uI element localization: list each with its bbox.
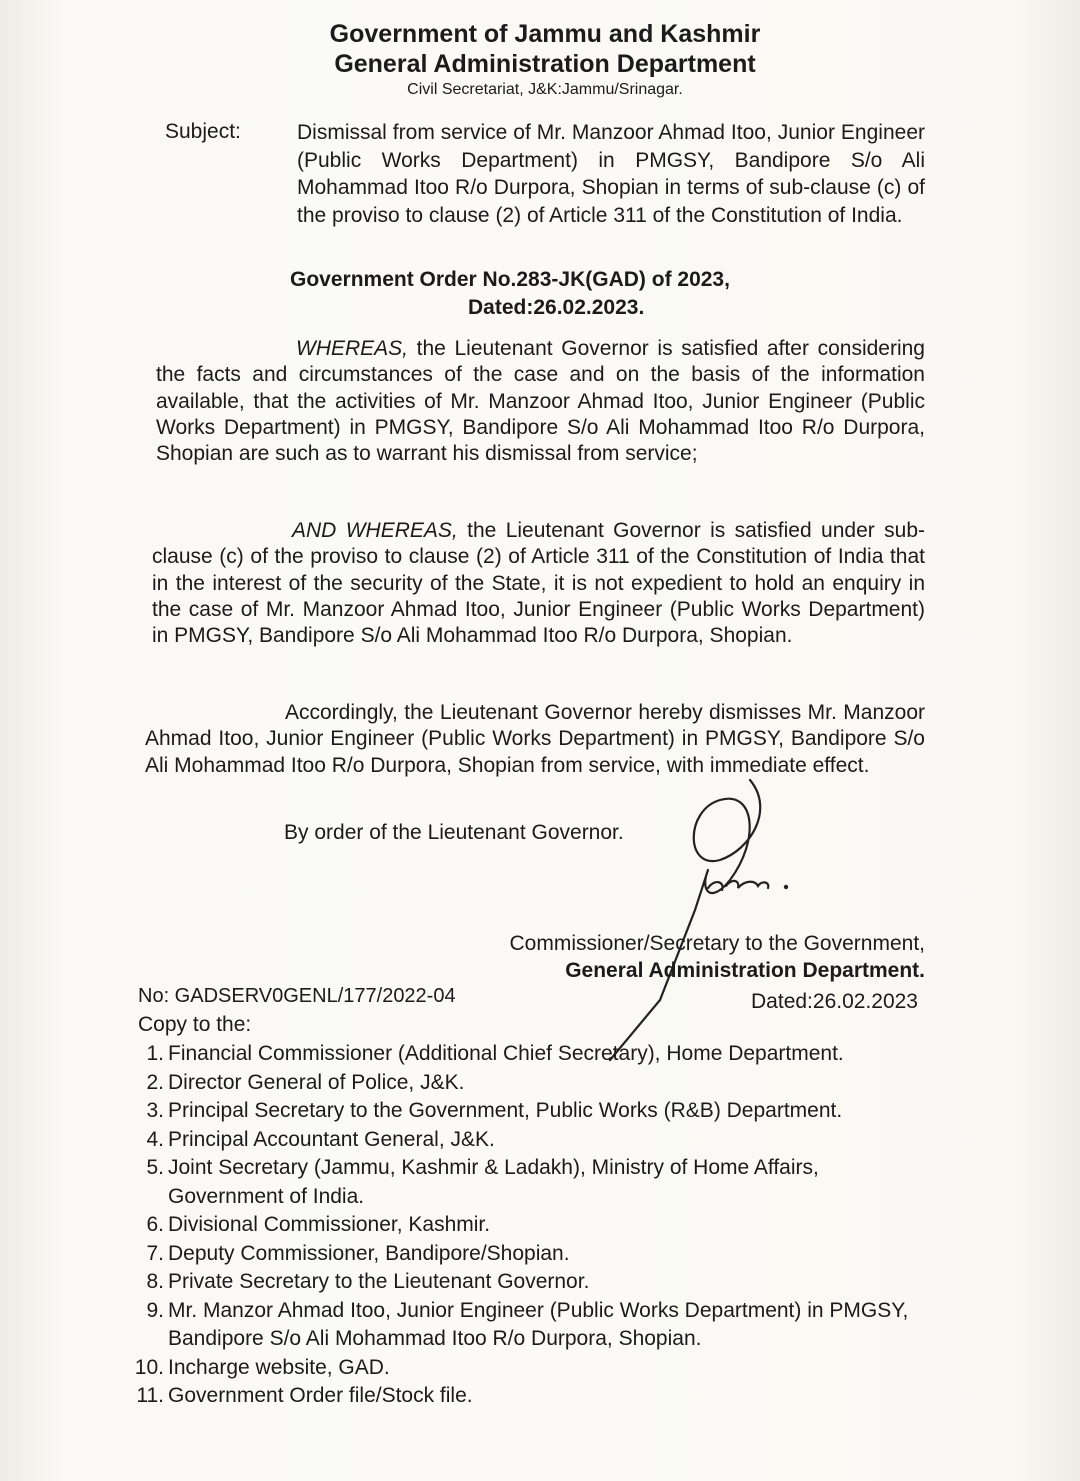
list-item: 9. Mr. Manzor Ahmad Itoo, Junior Engineer (Public Works Department) in PMGSY, Bandipore S/o Ali Mohammad Itoo R/o Durpora, Shopian.	[146, 1298, 909, 1350]
list-item: 4. Principal Accountant General, J&K.	[146, 1127, 495, 1151]
list-item: 1. Financial Commissioner (Additional Chief Secretary), Home Department.	[146, 1042, 844, 1065]
list-item: 2. Director General of Police, J&K.	[146, 1070, 465, 1094]
list-item: 8. Private Secretary to the Lieutenant Governor.	[146, 1270, 590, 1293]
department-heading: General Administration Department	[334, 50, 756, 78]
order-number: Government Order No.283-JK(GAD) of 2023,	[290, 268, 730, 291]
signatory-title: Commissioner/Secretary to the Government,	[509, 932, 925, 955]
list-item: 3. Principal Secretary to the Government, Public Works (R&B) Department.	[146, 1099, 843, 1122]
signatory-department: General Administration Department.	[565, 959, 925, 982]
by-order-line: By order of the Lieutenant Governor.	[284, 821, 624, 844]
list-item: 6. Divisional Commissioner, Kashmir.	[146, 1213, 491, 1236]
reference-number: No: GADSERV0GENL/177/2022-04	[138, 985, 456, 1007]
dismissal-paragraph: Accordingly, the Lieutenant Governor hereby dismisses Mr. Manzoor Ahmad Itoo, Junior Engineer (Public Works Department) in PMGSY, Bandipore S/o Ali Mohammad Itoo R/o Durpora, Shopian from service, with immediate effect.	[145, 701, 925, 777]
and-whereas-text: the Lieutenant Governor is satisfied under sub-clause (c) of the proviso to clause (2) of Article 311 of the Constitution of India that in the interest of the security of the State, it is not expedient to hold an enquiry in the case of Mr. Manzoor Ahmad Itoo, Junior Engineer (Public Works Department) in PMGSY, Bandipore S/o Ali Mohammad Itoo R/o Durpora, Shopian.	[152, 519, 925, 648]
whereas-text: the Lieutenant Governor is satisfied after considering the facts and circumstances of the case and on the basis of the information available, that the activities of Mr. Manzoor Ahmad Itoo, Junior Engineer (Public Works Department) in PMGSY, Bandipore S/o Ali Mohammad Itoo R/o Durpora, Shopian are such as to warrant his dismissal from service;	[156, 337, 925, 466]
handwritten-signature	[590, 770, 820, 1070]
whereas-paragraph	[156, 336, 925, 467]
copy-to-label: Copy to the:	[138, 1013, 252, 1036]
and-whereas-lead: AND WHEREAS,	[292, 519, 458, 542]
signatory-block	[510, 930, 926, 984]
and-whereas-paragraph	[152, 518, 925, 649]
list-item: 11. Government Order file/Stock file.	[136, 1384, 473, 1407]
subject-label: Subject:	[165, 120, 241, 143]
signatory-date: Dated:26.02.2023	[751, 990, 918, 1013]
list-item: 7. Deputy Commissioner, Bandipore/Shopian.	[146, 1241, 570, 1265]
order-date: Dated:26.02.2023.	[468, 296, 645, 319]
copy-list	[130, 1040, 930, 1411]
subject-text: Dismissal from service of Mr. Manzoor Ahmad Itoo, Junior Engineer (Public Works Department) in PMGSY, Bandipore S/o Ali Mohammad Itoo R/o Durpora, Shopian in terms of sub-clause (c) of the proviso to clause (2) of Article 311 of the Constitution of India.	[297, 121, 925, 227]
list-item: 5. Joint Secretary (Jammu, Kashmir & Ladakh), Ministry of Home Affairs, Government of India.	[146, 1156, 819, 1208]
department-address: Civil Secretariat, J&K:Jammu/Srinagar.	[407, 81, 683, 98]
whereas-lead: WHEREAS,	[296, 337, 409, 360]
government-heading: Government of Jammu and Kashmir	[329, 20, 761, 48]
list-item: 10. Incharge website, GAD.	[134, 1355, 390, 1379]
